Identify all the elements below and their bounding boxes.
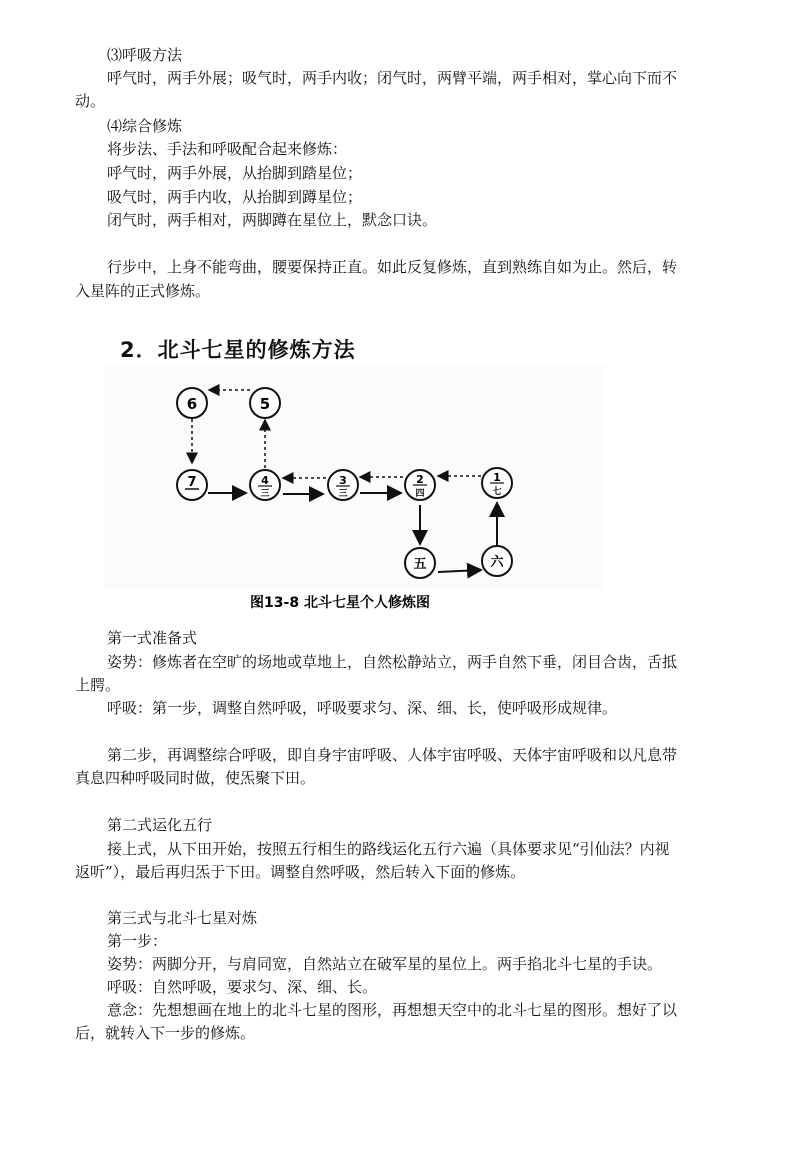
breath-method-text-line1: 呼气时，两手外展；吸气时，两手内收；闭气时，两臂平端，两手相对，掌心向下而不 bbox=[107, 69, 678, 87]
svg-text:4: 4 bbox=[261, 474, 269, 487]
node-6 bbox=[177, 388, 207, 418]
combined-practice-line2: 呼气时，两手外展，从抬脚到踏星位； bbox=[107, 164, 363, 182]
section-title: 2．北斗七星的修炼方法 bbox=[120, 338, 356, 362]
svg-text:四: 四 bbox=[415, 489, 425, 499]
svg-text:5: 5 bbox=[259, 395, 271, 413]
node-5 bbox=[250, 388, 280, 418]
style1-pose-line2: 上腭。 bbox=[75, 676, 121, 694]
combined-practice-line1: 将步法、手法和呼吸配合起来修炼： bbox=[107, 140, 348, 158]
style2-line2: 返听”），最后再归炁于下田。调整自然呼吸，然后转入下面的修炼。 bbox=[75, 863, 526, 881]
style3-mind-line1: 意念：先想想画在地上的北斗七星的图形，再想想天空中的北斗七星的图形。想好了以 bbox=[107, 1001, 678, 1019]
svg-text:1: 1 bbox=[493, 471, 501, 484]
breath-method-text-line2: 动。 bbox=[75, 92, 106, 110]
walking-note-line2: 入星阵的正式修炼。 bbox=[75, 282, 211, 300]
style3-breath: 呼吸：自然呼吸，要求匀、深、细、长。 bbox=[107, 978, 378, 996]
style3-pose: 姿势：两脚分开，与肩同宽，自然站立在破军星的星位上。两手掐北斗七星的手诀。 bbox=[107, 955, 663, 973]
style1-step2-line2: 真息四种呼吸同时做，使炁聚下田。 bbox=[75, 769, 316, 787]
node-1 bbox=[482, 468, 512, 498]
svg-text:六: 六 bbox=[490, 555, 504, 570]
style1-pose-line1: 姿势：修炼者在空旷的场地或草地上，自然松静站立，两手自然下垂，闭目合齿，舌抵 bbox=[107, 653, 678, 671]
svg-text:6: 6 bbox=[186, 395, 198, 413]
svg-text:2: 2 bbox=[416, 473, 424, 486]
svg-text:三: 三 bbox=[260, 489, 270, 499]
breath-method-heading: ⑶呼吸方法 bbox=[107, 46, 183, 64]
node-wu bbox=[405, 548, 435, 578]
svg-text:三: 三 bbox=[338, 489, 348, 499]
style3-step1: 第一步： bbox=[107, 932, 168, 950]
walking-note-line1: 行步中，上身不能弯曲，腰要保持正直。如此反复修炼，直到熟练自如为止。然后，转 bbox=[107, 258, 678, 276]
svg-text:五: 五 bbox=[413, 557, 427, 572]
combined-practice-heading: ⑷综合修炼 bbox=[107, 117, 183, 135]
style2-title: 第二式运化五行 bbox=[107, 816, 213, 834]
style2-line1: 接上式，从下田开始，按照五行相生的路线运化五行六遍（具体要求见“引仙法？内视 bbox=[107, 840, 670, 858]
style1-title: 第一式准备式 bbox=[107, 629, 198, 647]
style3-title: 第三式与北斗七星对炼 bbox=[107, 909, 258, 927]
node-2 bbox=[405, 470, 435, 500]
node-4 bbox=[250, 470, 280, 500]
style1-breath: 呼吸：第一步，调整自然呼吸，呼吸要求匀、深、细、长，使呼吸形成规律。 bbox=[107, 699, 618, 717]
combined-practice-line4: 闭气时，两手相对，两脚蹲在星位上，默念口诀。 bbox=[107, 211, 438, 229]
svg-text:3: 3 bbox=[339, 474, 347, 487]
svg-text:7: 7 bbox=[187, 475, 197, 490]
figure-caption: 图13-8 北斗七星个人修炼图 bbox=[250, 595, 430, 611]
combined-practice-line3: 吸气时，两手内收，从抬脚到蹲星位； bbox=[107, 188, 363, 206]
node-liu bbox=[482, 546, 512, 576]
style3-mind-line2: 后，就转入下一步的修炼。 bbox=[75, 1024, 256, 1042]
style1-step2-line1: 第二步，再调整综合呼吸，即自身宇宙呼吸、人体宇宙呼吸、天体宇宙呼吸和以凡息带 bbox=[107, 746, 678, 764]
svg-text:七: 七 bbox=[492, 487, 502, 497]
big-dipper-diagram bbox=[105, 365, 625, 615]
node-7 bbox=[177, 470, 207, 500]
node-3 bbox=[328, 470, 358, 500]
